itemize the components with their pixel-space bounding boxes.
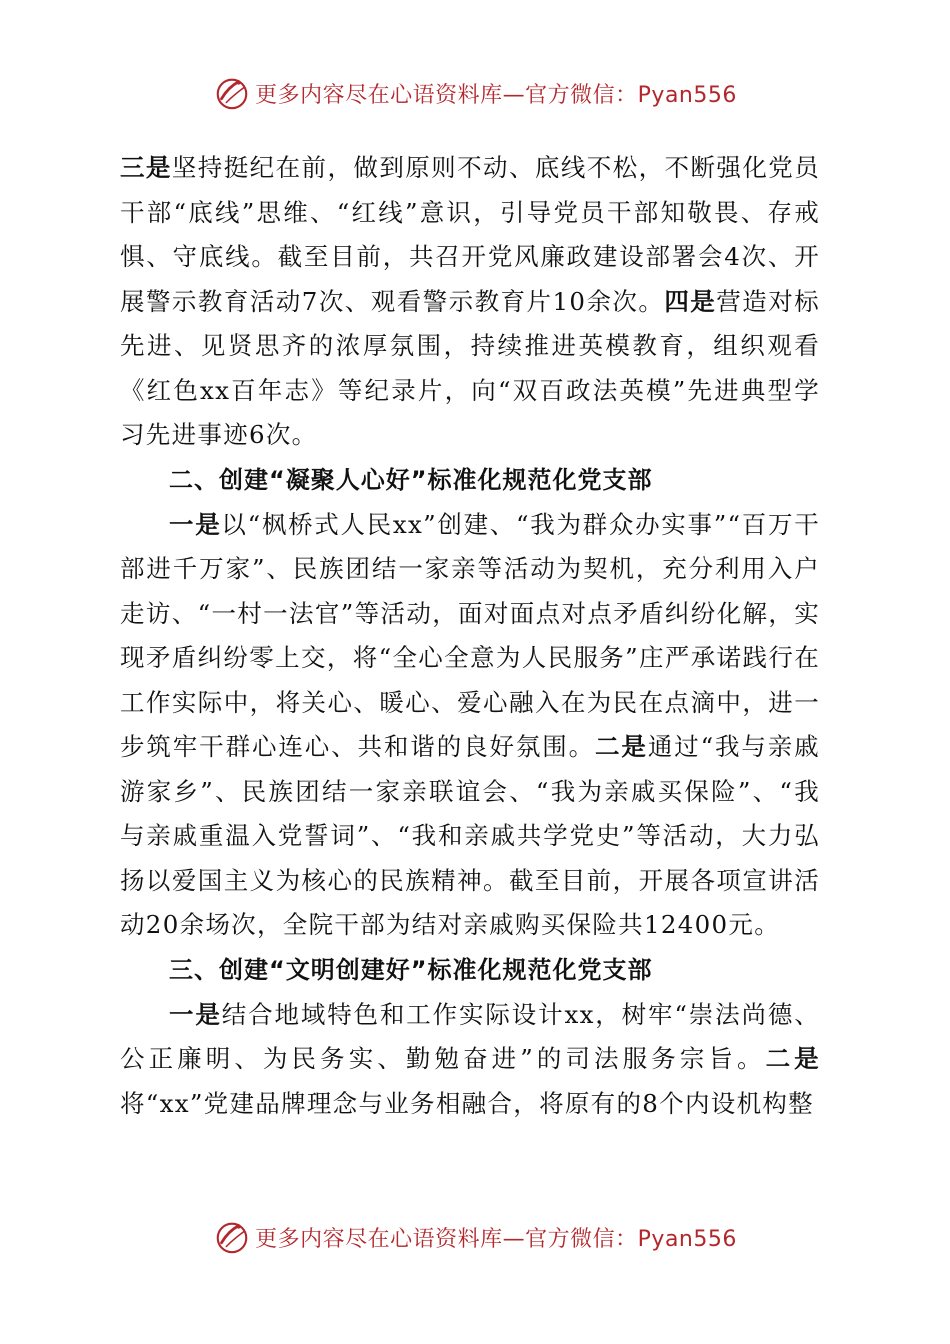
brush-logo-icon bbox=[213, 74, 251, 112]
section-heading-3: 三、创建“文明创建好”标准化规范化党支部 bbox=[169, 955, 653, 984]
footer-watermark bbox=[0, 1212, 950, 1262]
header-watermark bbox=[0, 68, 950, 118]
paragraph-1: 三是坚持挺纪在前，做到原则不动、底线不松，不断强化党员干部“底线”思维、“红线”意识，引导党员干部知敬畏、存戒惧、守底线。截至目前，共召开党风廉政建设部署会4次、开展警示教育活动7次、观看警示教育片10余次。四是营造对标先进、见贤思齐的浓厚氛围，持续推进英模教育，组织观看《红色xx百年志》等纪录片，向“双百政法英模”先进典型学习先进事迹6次。 bbox=[120, 153, 821, 449]
watermark-text: 更多内容尽在心语资料库—官方微信：Pyan556 bbox=[255, 1226, 737, 1252]
watermark-text: 更多内容尽在心语资料库—官方微信：Pyan556 bbox=[255, 82, 737, 108]
paragraph-2: 一是以“枫桥式人民xx”创建、“我为群众办实事”“百万干部进千万家”、民族团结一家亲等活动为契机，充分利用入户走访、“一村一法官”等活动，面对面点对点矛盾纠纷化解，实现矛盾纠纷零上交，将“全心全意为人民服务”庄严承诺践行在工作实际中，将关心、暖心、爱心融入在为民在点滴中，进一步筑牢干群心连心、共和谐的良好氛围。二是通过“我与亲戚游家乡”、民族团结一家亲联谊会、“我为亲戚买保险”、“我与亲戚重温入党誓词”、“我和亲戚共学党史”等活动，大力弘扬以爱国主义为核心的民族精神。截至目前，开展各项宣讲活动20余场次，全院干部为结对亲戚购买保险共12400元。 bbox=[120, 509, 820, 939]
section-heading-2: 二、创建“凝聚人心好”标准化规范化党支部 bbox=[169, 465, 653, 494]
brush-logo-icon bbox=[213, 1218, 251, 1256]
document-body bbox=[120, 146, 820, 1126]
paragraph-3: 一是结合地域特色和工作实际设计xx，树牢“崇法尚德、公正廉明、为民务实、勤勉奋进”的司法服务宗旨。二是将“xx”党建品牌理念与业务相融合，将原有的8个内设机构整 bbox=[120, 999, 820, 1118]
